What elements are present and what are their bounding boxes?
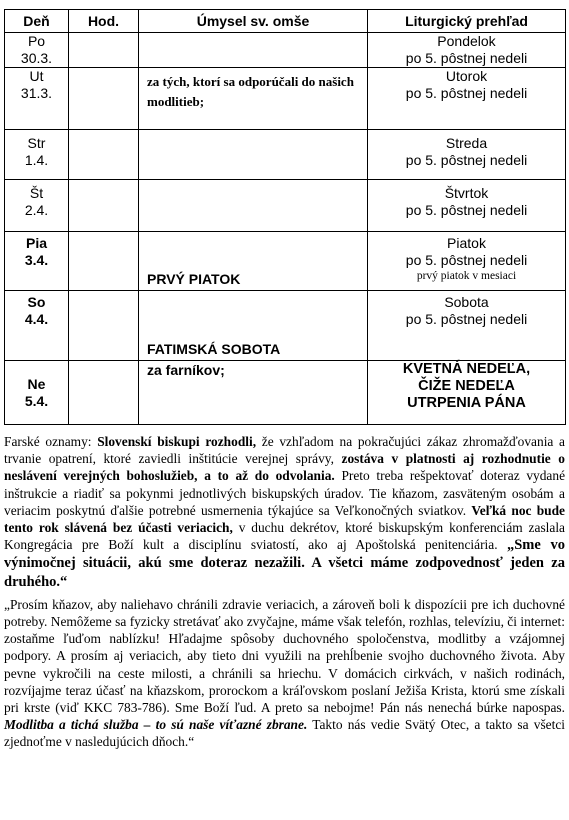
liturgy-day: Sobota	[444, 294, 489, 310]
liturgy-day: Streda	[445, 135, 488, 151]
day-cell	[5, 232, 69, 291]
header-liturgy: Liturgický prehľad	[368, 10, 566, 33]
day-date: 1.4.	[24, 152, 49, 168]
day-cell	[5, 130, 69, 180]
liturgy-day: Piatok	[447, 235, 486, 251]
liturgy-note: ČIŽE NEDEĽA	[418, 378, 515, 394]
intention-cell	[139, 180, 368, 232]
announcement-text: že vzhľadom na pokračujúci zákaz zhromažďovania a trvanie opatrení, ktoré zaviedli inštitúcie verejnej správy,	[4, 434, 565, 467]
liturgy-extra: UTRPENIA PÁNA	[407, 395, 526, 411]
quote-emphasis: Modlitba a tichá služba – to sú naše víťazné zbrane.	[4, 717, 308, 733]
intention-cell	[139, 232, 368, 291]
hour-cell	[69, 291, 139, 361]
table-row	[5, 291, 566, 361]
liturgy-cell	[368, 232, 566, 291]
hour-cell	[69, 130, 139, 180]
mass-schedule-table	[4, 9, 566, 425]
day-name: Pia	[25, 235, 47, 251]
intention-cell	[139, 361, 368, 425]
announcement-bold-text: zostáva v platnosti aj rozhodnutie o neslávení verejných bohoslužieb, a to až do odvolania.	[4, 451, 565, 484]
announcement-text: v duchu dekrétov, ktoré biskupským konferenciám zaslala Kongregácia pre Boží kult a disciplínu sviatostí, ako aj Apoštolská penitenciária.	[4, 520, 565, 553]
day-name: So	[27, 294, 46, 310]
liturgy-note: po 5. pôstnej nedeli	[405, 85, 528, 101]
hour-cell	[69, 33, 139, 68]
liturgy-cell	[368, 180, 566, 232]
quote-text: Takto nás vedie Svätý Otec, a takto sa všetci zjednoťme v nasledujúcich dňoch.“	[4, 717, 565, 750]
liturgy-note: po 5. pôstnej nedeli	[405, 311, 528, 327]
liturgy-day: Utorok	[445, 68, 488, 84]
day-date: 2.4.	[24, 202, 49, 218]
quote-text: „Prosím kňazov, aby naliehavo chránili zdravie veriacich, a zároveň boli k dispozícii pre ich duchovné potreby. Nemôžeme sa fyzicky stretávať ako zvyčajne, máme však telefón, rozhlas, televíziu, či internet: zostaňme ľuďom nablízku! Hľadajme spôsoby duchovného spoločenstva, modlitby a vzájomnej podpory. A prosím aj veriacich, aby tieto dni využili na prehĺbenie svojho duchovného života. Aby pevne vykročili na ceste milosti, a chránili sa hriechu. V domácich cirkvách, v našich rodinách, rozvíjajme teraz účasť na kňazskom, prorockom a kráľovskom poslaní Ježiša Krista, ktorú sme získali pri krste (viď KKC 783-786). Sme Boží ľud. A preto sa nebojme! Pán nás nenechá búrke napospas.	[4, 596, 565, 716]
mass-intention: za farníkov;	[147, 362, 225, 378]
header-intention: Úmysel sv. omše	[139, 10, 368, 33]
table-row	[5, 33, 566, 68]
mass-intention: FATIMSKÁ SOBOTA	[147, 341, 281, 357]
day-name: Str	[27, 135, 46, 151]
header-hour: Hod.	[69, 10, 139, 33]
day-date: 4.4.	[24, 311, 49, 327]
day-cell	[5, 68, 69, 130]
liturgy-cell	[368, 33, 566, 68]
header-day: Deň	[5, 10, 69, 33]
liturgy-cell	[368, 130, 566, 180]
day-date: 31.3.	[20, 85, 53, 101]
day-name: Ne	[27, 375, 46, 392]
announcement-text: Preto treba rešpektovať doteraz vydané inštrukcie a riadiť sa pokynmi jednotlivých biskupských úradov. Tie kňazom, zasväteným osobám a veriacim poskytnú ďalšie potrebné usmernenia týkajúce sa Veľkonočných sviatkov.	[4, 468, 566, 518]
announcement-bold-text: Slovenskí biskupi rozhodli,	[97, 434, 257, 449]
table-row	[5, 361, 566, 425]
announcement-paragraph	[4, 433, 565, 591]
liturgy-cell	[368, 68, 566, 130]
announcement-headline: „Sme vo výnimočnej situácii, akú sme doteraz nezažili. A všetci máme zodpovednosť jeden za druhého.“	[4, 537, 565, 590]
day-cell	[5, 291, 69, 361]
intention-cell	[139, 291, 368, 361]
mass-intention: PRVÝ PIATOK	[147, 271, 241, 287]
intention-cell	[139, 68, 368, 130]
day-name: Ut	[29, 68, 44, 84]
mass-intention: za tých, ktorí sa odporúčali do našich modlitieb;	[147, 74, 354, 109]
table-header-row	[5, 10, 566, 33]
table-row	[5, 180, 566, 232]
liturgy-day: Štvrtok	[444, 185, 489, 201]
table-row	[5, 68, 566, 130]
announcement-bold-text: Veľká noc bude tento rok slávená bez účasti veriacich,	[4, 502, 565, 536]
day-name: Št	[29, 185, 44, 201]
hour-cell	[69, 180, 139, 232]
day-name: Po	[27, 33, 46, 49]
day-cell	[5, 180, 69, 232]
intention-cell	[139, 33, 368, 68]
table-row	[5, 232, 566, 291]
day-cell	[5, 361, 69, 425]
day-date: 30.3.	[20, 50, 53, 66]
liturgy-cell	[368, 361, 566, 425]
pope-quote-paragraph	[4, 596, 565, 751]
day-date: 5.4.	[24, 392, 49, 409]
day-cell	[5, 33, 69, 68]
hour-cell	[69, 361, 139, 425]
liturgy-day: KVETNÁ NEDEĽA,	[402, 361, 531, 377]
parish-announcements	[4, 433, 565, 751]
liturgy-day: Pondelok	[437, 33, 496, 49]
liturgy-note: po 5. pôstnej nedeli	[405, 152, 528, 168]
liturgy-extra: prvý piatok v mesiaci	[416, 270, 517, 282]
hour-cell	[69, 232, 139, 291]
hour-cell	[69, 68, 139, 130]
liturgy-cell	[368, 291, 566, 361]
liturgy-note: po 5. pôstnej nedeli	[405, 50, 528, 66]
announcement-intro: Farské oznamy:	[4, 434, 98, 449]
intention-cell	[139, 130, 368, 180]
table-row	[5, 130, 566, 180]
liturgy-note: po 5. pôstnej nedeli	[405, 202, 528, 218]
day-date: 3.4.	[24, 252, 49, 268]
liturgy-note: po 5. pôstnej nedeli	[405, 252, 528, 268]
